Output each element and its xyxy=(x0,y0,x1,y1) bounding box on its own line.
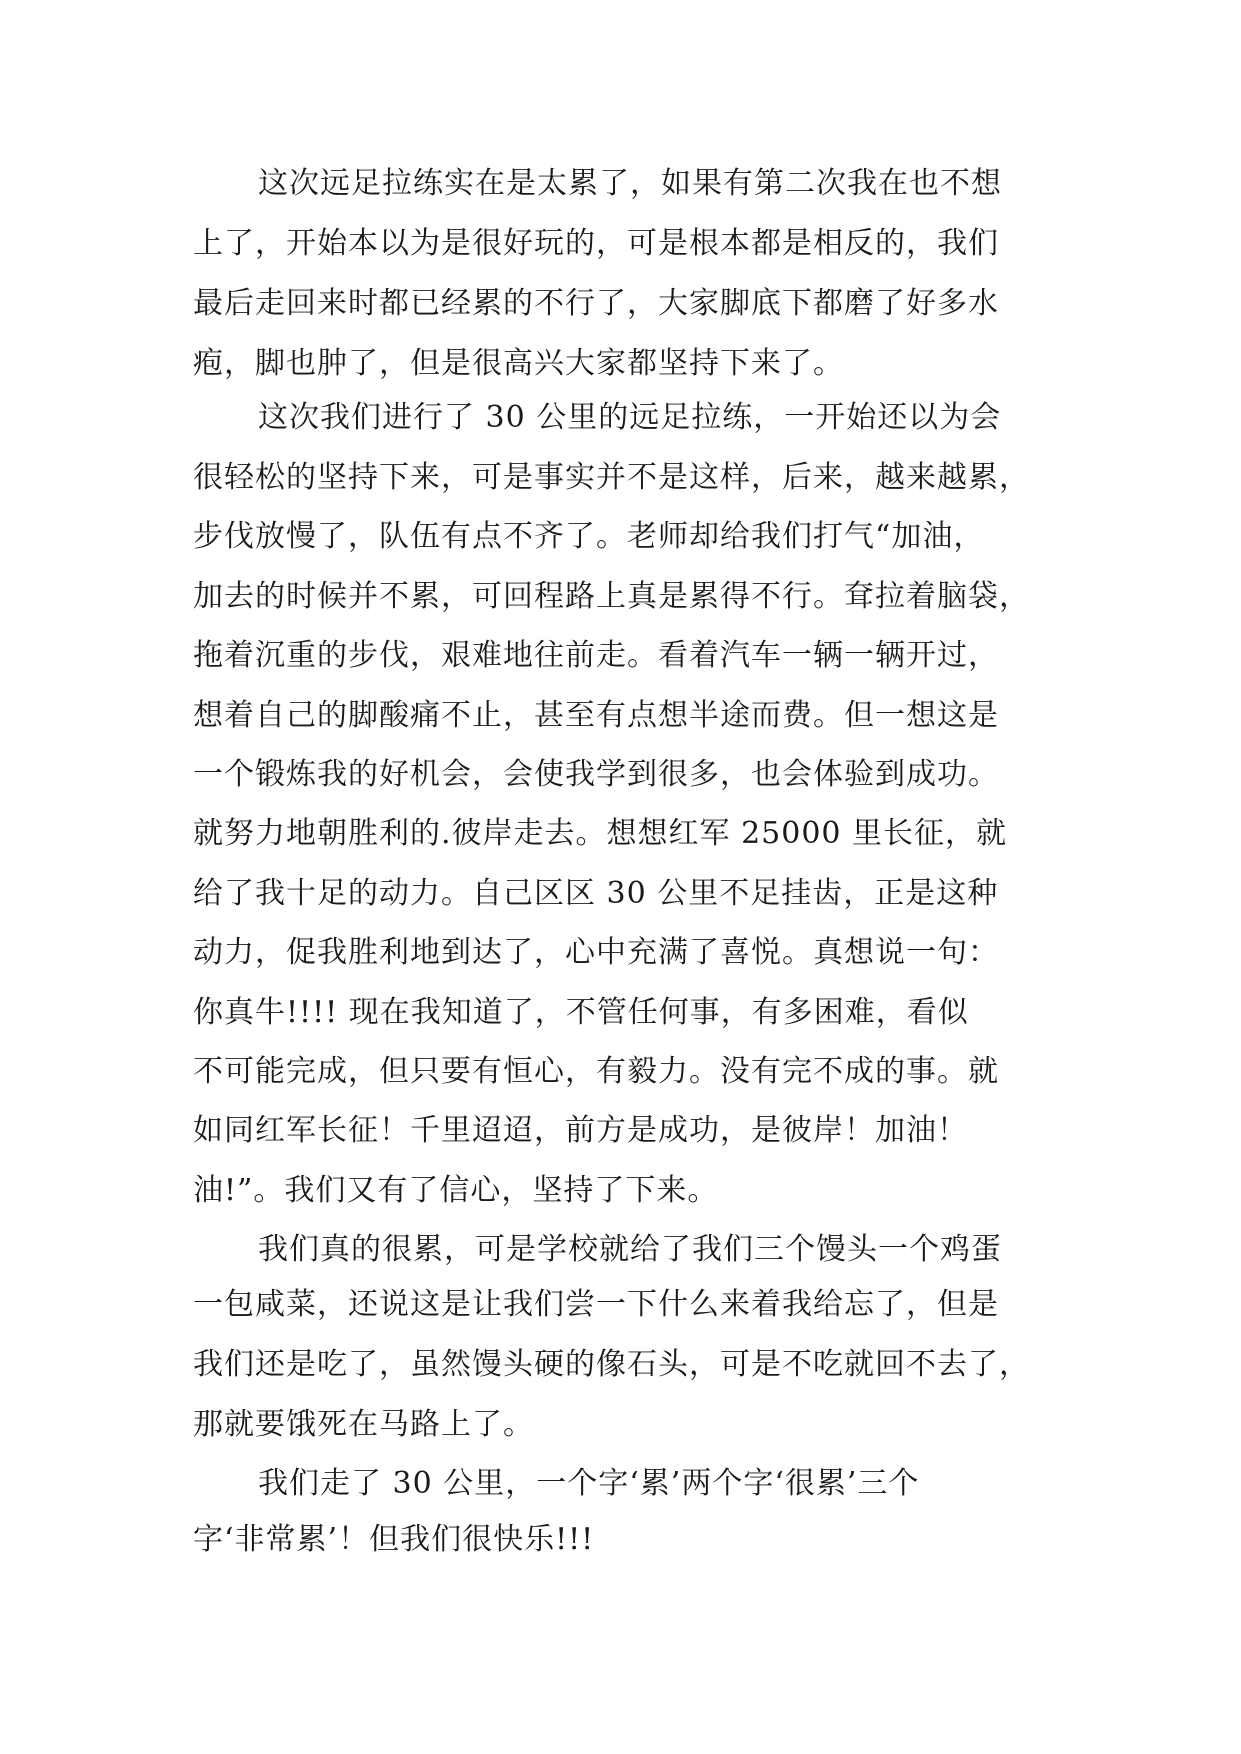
text-line: 一包咸菜，还说这是让我们尝一下什么来着我给忘了，但是 xyxy=(193,1287,999,1322)
text-line: 加去的时候并不累，可回程路上真是累得不行。耷拉着脑袋， xyxy=(193,579,1030,614)
text-line: 一个锻炼我的好机会，会使我学到很多，也会体验到成功。 xyxy=(193,757,999,792)
text-line: 动力，促我胜利地到达了，心中充满了喜悦。真想说一句： xyxy=(193,935,999,970)
text-line: 很轻松的坚持下来，可是事实并不是这样，后来，越来越累， xyxy=(193,460,1030,495)
text-line: 不可能完成，但只要有恒心，有毅力。没有完不成的事。就 xyxy=(193,1054,999,1089)
text-line: 那就要饿死在马路上了。 xyxy=(193,1407,534,1442)
text-line: 你真牛!!!! 现在我知道了，不管任何事，有多困难，看似 xyxy=(193,995,969,1030)
text-line: 给了我十足的动力。自己区区 30 公里不足挂齿，正是这种 xyxy=(193,876,999,911)
text-line: 这次我们进行了 30 公里的远足拉练，一开始还以为会 xyxy=(258,400,1002,435)
text-line: 我们还是吃了，虽然馒头硬的像石头，可是不吃就回不去了， xyxy=(193,1347,1030,1382)
text-line: 上了，开始本以为是很好玩的，可是根本都是相反的，我们 xyxy=(193,226,999,261)
text-line: 疱，脚也肿了，但是很高兴大家都坚持下来了。 xyxy=(193,346,844,381)
text-line: 字‘非常累’！但我们很快乐!!! xyxy=(193,1522,595,1557)
text-line: 拖着沉重的步伐，艰难地往前走。看着汽车一辆一辆开过， xyxy=(193,638,999,673)
text-line: 我们走了 30 公里，一个字‘累’两个字‘很累’三个 xyxy=(258,1466,920,1501)
text-line: 如同红军长征！千里迢迢，前方是成功，是彼岸！加油！ xyxy=(193,1113,968,1148)
text-line: 步伐放慢了，队伍有点不齐了。老师却给我们打气“加油， xyxy=(193,519,985,554)
text-line: 这次远足拉练实在是太累了，如果有第二次我在也不想 xyxy=(258,166,1002,201)
text-line: 就努力地朝胜利的.彼岸走去。想想红军 25000 里长征，就 xyxy=(193,816,1008,851)
text-line: 油!”。我们又有了信心，坚持了下来。 xyxy=(193,1173,719,1208)
text-line: 想着自己的脚酸痛不止，甚至有点想半途而费。但一想这是 xyxy=(193,698,999,733)
text-line: 最后走回来时都已经累的不行了，大家脚底下都磨了好多水 xyxy=(193,286,999,321)
text-line: 我们真的很累，可是学校就给了我们三个馒头一个鸡蛋 xyxy=(258,1232,1002,1267)
